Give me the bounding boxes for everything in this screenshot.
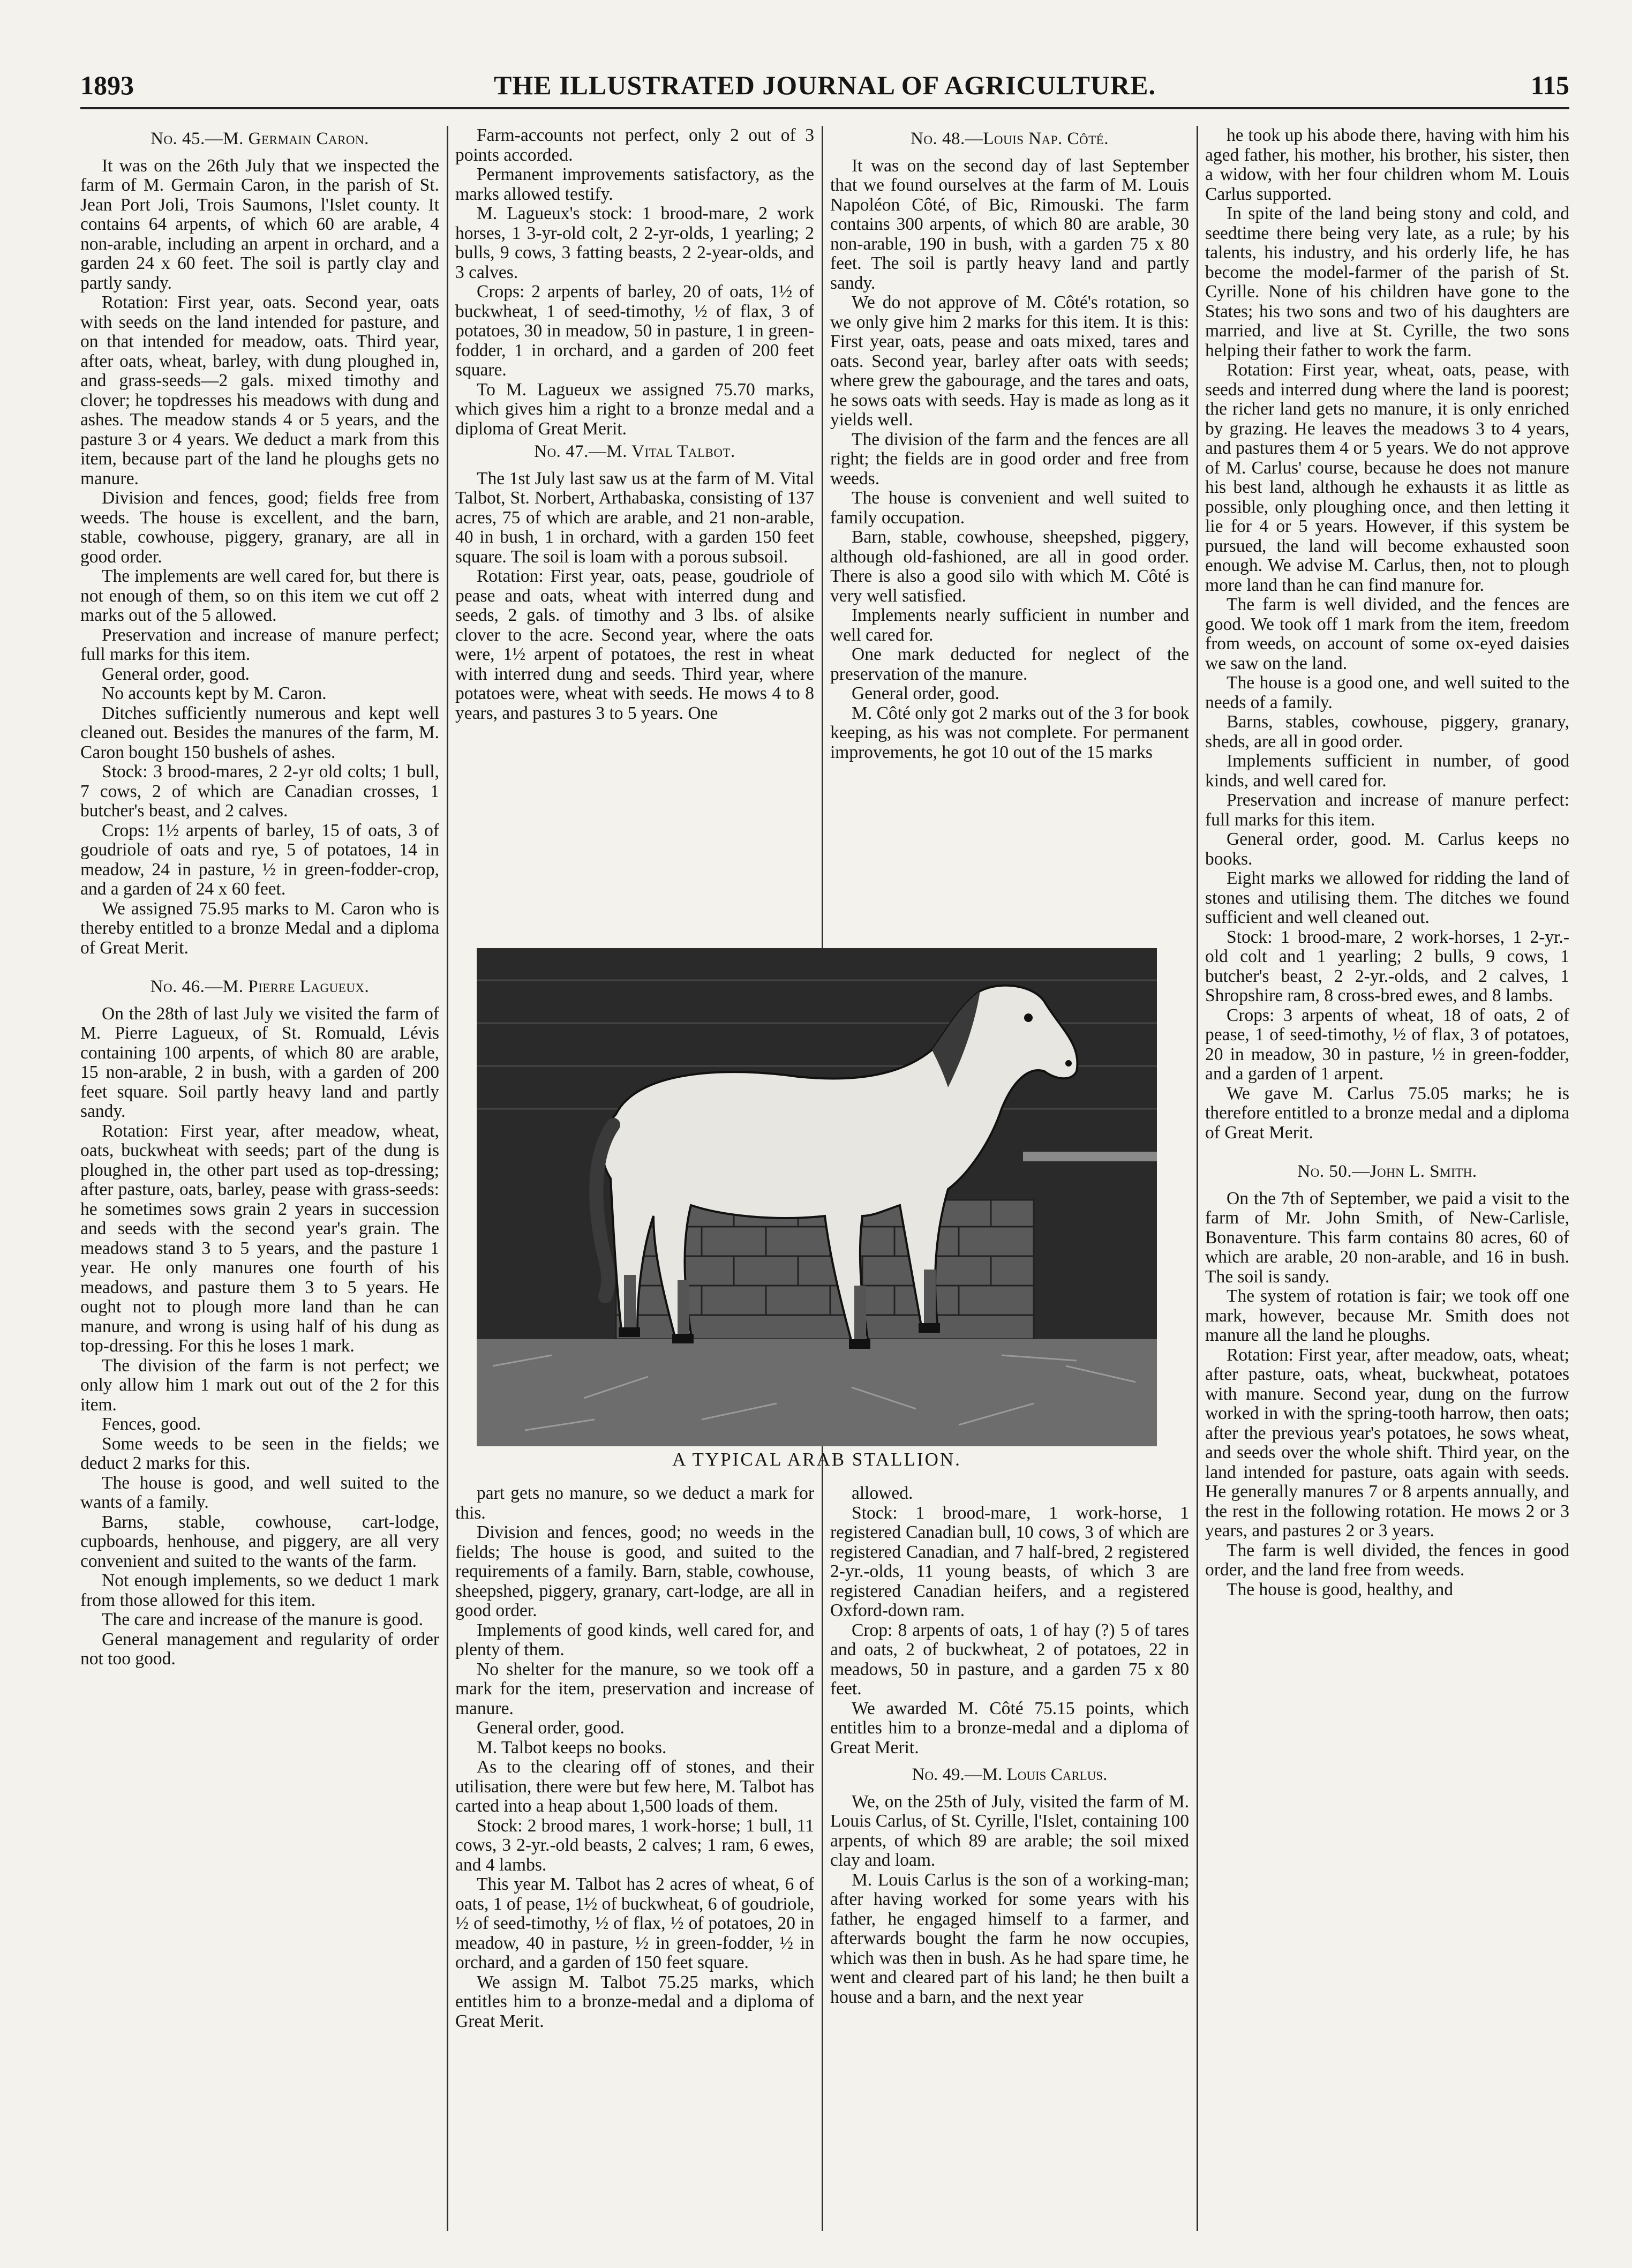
paragraph: We do not approve of M. Côté's rotation, so we only give him 2 marks for this item. It is this: First year, oats, pease and oats mixed, tares and oats. Second year, barley after oats with seeds; where grew the gabourage, and the tares and oats, he sows oats with seeds. Hay is made as long as it yields well. bbox=[830, 292, 1189, 430]
paragraph: The house is a good one, and well suited to the needs of a family. bbox=[1205, 673, 1569, 712]
paragraph: Eight marks we allowed for ridding the land of stones and utilising them. The ditches we found sufficient and well cleaned out. bbox=[1205, 868, 1569, 927]
article-heading: No. 45.—M. Germain Caron. bbox=[151, 129, 369, 148]
paragraph: It was on the 26th July that we inspected the farm of M. Germain Caron, in the parish of St. Jean Port Joli, Trois Saumons, l'Islet county. It contains 64 arpents, of which 60 are arable, 4 non-arable, including an arpent in orchard, and a garden 24 x 60 feet. The soil is partly clay and partly sandy. bbox=[80, 155, 439, 293]
paragraph: Crops: 2 arpents of barley, 20 of oats, 1½ of buckwheat, 1 of seed-timothy, ½ of flax, 3 of potatoes, 30 in meadow, 50 in pasture, 1 in green-fodder, 1 in orchard, and a garden of 200 feet square. bbox=[455, 282, 814, 380]
paragraph: General order, good. bbox=[477, 1718, 625, 1738]
paragraph: M. Talbot keeps no books. bbox=[477, 1737, 667, 1758]
column-2 bbox=[455, 126, 814, 940]
article-heading: No. 50.—John L. Smith. bbox=[1297, 1162, 1477, 1181]
paragraph: M. Côté only got 2 marks out of the 3 for book keeping, as his was not complete. For permanent improvements, he got 10 out of the 15 marks bbox=[830, 703, 1189, 762]
paragraph: part gets no manure, so we deduct a mark for this. bbox=[455, 1484, 814, 1523]
article-body bbox=[455, 1484, 814, 2031]
paragraph: The 1st July last saw us at the farm of M. Vital Talbot, St. Norbert, Arthabaska, consisting of 137 acres, 75 of which are arable, and 21 non-arable, 40 in bush, 1 in orchard, with a garden 150 feet square. The soil is loam with a porous subsoil. bbox=[455, 468, 814, 567]
paragraph: Barns, stables, cowhouse, piggery, granary, sheds, are all in good order. bbox=[1205, 712, 1569, 752]
paragraph: Preservation and increase of manure perfect: full marks for this item. bbox=[1205, 790, 1569, 830]
page-number: 115 bbox=[1530, 70, 1569, 100]
paragraph: Barns, stable, cowhouse, cart-lodge, cupboards, henhouse, and piggery, are all very convenient and suited to the wants of the farm. bbox=[80, 1512, 439, 1571]
column-1 bbox=[80, 126, 439, 2231]
paragraph: allowed. bbox=[852, 1484, 913, 1503]
article-body bbox=[830, 1792, 1189, 2008]
paragraph: General management and regularity of order not too good. bbox=[80, 1629, 439, 1669]
column-3-continued bbox=[830, 1484, 1189, 2234]
paragraph: Some weeds to be seen in the fields; we deduct 2 marks for this. bbox=[80, 1433, 439, 1473]
column-rule bbox=[447, 126, 448, 2231]
paragraph: Barn, stable, cowhouse, sheepshed, piggery, although old-fashioned, are all in good order. There is also a good silo with which M. Côté is very well satisfied. bbox=[830, 527, 1189, 606]
article-body bbox=[1205, 126, 1569, 1143]
paragraph: Fences, good. bbox=[102, 1414, 201, 1434]
journal-title: THE ILLUSTRATED JOURNAL OF AGRICULTURE. bbox=[493, 70, 1156, 100]
paragraph: he took up his abode there, having with him his aged father, his mother, his brother, his sister, then a widow, with her four children whom M. Louis Carlus supported. bbox=[1205, 126, 1569, 204]
paragraph: We assigned 75.95 marks to M. Caron who is thereby entitled to a bronze Medal and a diploma of Great Merit. bbox=[80, 898, 439, 958]
article-body bbox=[80, 1004, 439, 1669]
paragraph: No shelter for the manure, so we took off a mark for the item, preservation and increase of manure. bbox=[455, 1659, 814, 1718]
stallion-illustration bbox=[477, 948, 1157, 1476]
paragraph: Rotation: First year, oats. Second year, oats with seeds on the land intended for pasture, and on that intended for meadow, oats. Third year, after oats, wheat, barley, with dung ploughed in, and grass-seeds—2 gals. mixed timothy and clover; he topdresses his meadows with dung and ashes. The meadow stands 4 or 5 years, and the pasture 3 or 4 years. We deduct a mark from this item, because part of the land he ploughs gets no manure. bbox=[80, 292, 439, 489]
paragraph: Rotation: First year, after meadow, wheat, oats, buckwheat with seeds; part of the dung is ploughed in, the other part used as top-dressing; after pasture, oats, barley, pease with grass-seeds: he sometimes sows grain 2 years in succession and seeds with the second year's grain. The meadows stand 3 to 5 years, and the pasture 1 year. He only manures one fourth of his meadows, and pasture them 3 to 5 years. He ought not to plough more land than he can manure, and wrong is using half of his dung as top-dressing. For this he loses 1 mark. bbox=[80, 1121, 439, 1356]
paragraph: Rotation: First year, after meadow, oats, wheat; after pasture, oats, wheat, buckwheat, potatoes with manure. Second year, dung on the furrow worked in with the spring-tooth harrow, then oats; after the previous year's potatoes, he sows wheat, and seeds over the whole shift. Third year, on the land intended for pasture, oats again with seeds. He generally manures 7 or 8 arpents annually, and the rest in the following rotation. He mows 2 or 3 years, and pastures 2 or 3 years. bbox=[1205, 1345, 1569, 1541]
article-heading: No. 47.—M. Vital Talbot. bbox=[534, 442, 735, 461]
header-year: 1893 bbox=[80, 70, 134, 100]
column-2-continued bbox=[455, 1484, 814, 2234]
paragraph: This year M. Talbot has 2 acres of wheat, 6 of oats, 1 of pease, 1½ of buckwheat, 6 of goudriole, ½ of seed-timothy, ½ of flax, ½ of potatoes, 20 in meadow, 40 in pasture, ½ in green-fodder, ½ in orchard, and a garden of 150 feet square. bbox=[455, 1874, 814, 1972]
paragraph: The house is good, healthy, and bbox=[1227, 1579, 1454, 1599]
page-header bbox=[80, 70, 1569, 109]
paragraph: Stock: 1 brood-mare, 2 work-horses, 1 2-yr.-old colt and 1 yearling; 2 bulls, 9 cows, 1 butcher's beast, 2 2-yr.-olds, and 2 calves, 1 Shropshire ram, 8 cross-bred ewes, and 8 lambs. bbox=[1205, 927, 1569, 1005]
paragraph: Ditches sufficiently numerous and kept well cleaned out. Besides the manures of the farm, M. Caron bought 150 bushels of ashes. bbox=[80, 703, 439, 762]
paragraph: As to the clearing off of stones, and their utilisation, there were but few here, M. Talbot has carted into a heap about 1,500 loads of them. bbox=[455, 1757, 814, 1816]
paragraph: On the 7th of September, we paid a visit to the farm of Mr. John Smith, of New-Carlisle, Bonaventure. This farm contains 80 acres, 60 of which are arable, 20 non-arable, and 16 in bush. The soil is sandy. bbox=[1205, 1188, 1569, 1287]
column-rule bbox=[1197, 126, 1198, 2231]
paragraph: Implements nearly sufficient in number and well cared for. bbox=[830, 605, 1189, 645]
paragraph: Rotation: First year, oats, pease, goudriole of pease and oats, wheat with interred dung and seeds, 2 gals. of timothy and 3 lbs. of alsike clover to the acre. Second year, where the oats were, 1½ arpent of potatoes, the rest in wheat with interred dung and seeds. Third year, where potatoes were, wheat with seeds. He mows 4 to 8 years, and pastures 3 to 5 years. One bbox=[455, 566, 814, 723]
paragraph: Preservation and increase of manure perfect; full marks for this item. bbox=[80, 625, 439, 664]
figure-caption: A TYPICAL ARAB STALLION. bbox=[672, 1449, 961, 1470]
paragraph: Division and fences, good; no weeds in the fields; The house is good, and suited to the requirements of a family. Barn, stable, cowhouse, sheepshed, piggery, granary, cart-lodge, are all in good order. bbox=[455, 1522, 814, 1620]
paragraph: Farm-accounts not perfect, only 2 out of 3 points accorded. bbox=[455, 126, 814, 165]
paragraph: M. Louis Carlus is the son of a working-man; after having worked for some years with his father, he engaged himself to a farmer, and afterwards bought the farm he now occupies, which was then in bush. As he had spare time, he went and cleared part of his land; he then built a house and a barn, and the next year bbox=[830, 1869, 1189, 2007]
paragraph: The system of rotation is fair; we took off one mark, however, because Mr. Smith does not manure all the land he ploughs. bbox=[1205, 1286, 1569, 1345]
paragraph: The division of the farm is not perfect; we only allow him 1 mark out out of the 2 for this item. bbox=[80, 1355, 439, 1415]
article-heading: No. 48.—Louis Nap. Côté. bbox=[911, 129, 1109, 148]
article-heading: No. 46.—M. Pierre Lagueux. bbox=[150, 977, 370, 996]
paragraph: Not enough implements, so we deduct 1 mark from those allowed for this item. bbox=[80, 1571, 439, 1610]
paragraph: Crops: 1½ arpents of barley, 15 of oats, 3 of goudriole of oats and rye, 5 of potatoes, 14 in meadow, 24 in pasture, ½ in green-fodder-crop, and a garden of 24 x 60 feet. bbox=[80, 820, 439, 899]
paragraph: The house is convenient and well suited to family occupation. bbox=[830, 488, 1189, 528]
paragraph: No accounts kept by M. Caron. bbox=[102, 684, 327, 703]
paragraph: Permanent improvements satisfactory, as the marks allowed testify. bbox=[455, 164, 814, 204]
article-body bbox=[830, 1484, 1189, 1758]
horse-engraving bbox=[477, 948, 1157, 1446]
paragraph: It was on the second day of last September that we found ourselves at the farm of M. Louis Napoléon Côté, of Bic, Rimouski. The farm contains 300 arpents, of which 80 are arable, 30 non-arable, 190 in bush, with a garden 75 x 80 feet. The soil is partly heavy land and partly sandy. bbox=[830, 155, 1189, 293]
article-body bbox=[80, 156, 439, 958]
paragraph: Stock: 1 brood-mare, 1 work-horse, 1 registered Canadian bull, 10 cows, 3 of which are registered Canadian, and 7 half-bred, 2 registered 2-yr.-olds, 11 young beasts, of which 3 are registered Canadian heifers, and a registered Oxford-down ram. bbox=[830, 1503, 1189, 1620]
paragraph: The implements are well cared for, but there is not enough of them, so on this item we cut off 2 marks out of the 5 allowed. bbox=[80, 566, 439, 625]
paragraph: We gave M. Carlus 75.05 marks; he is therefore entitled to a bronze medal and a diploma of Great Merit. bbox=[1205, 1083, 1569, 1143]
paragraph: In spite of the land being stony and cold, and seedtime there being very late, as a rule; by his talents, his industry, and his orderly life, he has become the model-farmer of the parish of St. Cyrille. None of his children have gone to the States; his two sons and two of his daughters are married, and live at St. Cyrille, the two sons helping their father to work the farm. bbox=[1205, 204, 1569, 361]
paragraph: M. Lagueux's stock: 1 brood-mare, 2 work horses, 1 3-yr-old colt, 2 2-yr-olds, 1 yearling; 2 bulls, 9 cows, 3 fatting beasts, 2 2-year-olds, and 3 calves. bbox=[455, 204, 814, 282]
paragraph: Implements sufficient in number, of good kinds, and well cared for. bbox=[1205, 751, 1569, 791]
article-body bbox=[1205, 1189, 1569, 1600]
paragraph: General order, good. bbox=[102, 664, 250, 684]
paragraph: The division of the farm and the fences are all right; the fields are in good order and free from weeds. bbox=[830, 429, 1189, 489]
column-3 bbox=[830, 126, 1189, 940]
paragraph: General order, good. M. Carlus keeps no books. bbox=[1205, 829, 1569, 869]
paragraph: On the 28th of last July we visited the farm of M. Pierre Lagueux, of St. Romuald, Lévis containing 100 arpents, of which 80 are arable, 15 non-arable, 2 in bush, with a garden of 200 feet square. Soil partly heavy land and partly sandy. bbox=[80, 1003, 439, 1121]
paragraph: The house is good, and well suited to the wants of a family. bbox=[80, 1473, 439, 1512]
paragraph: One mark deducted for neglect of the preservation of the manure. bbox=[830, 644, 1189, 684]
column-4 bbox=[1205, 126, 1569, 2231]
paragraph: Division and fences, good; fields free from weeds. The house is excellent, and the barn, stable, cowhouse, piggery, granary, are all in good order. bbox=[80, 488, 439, 567]
paragraph: Crops: 3 arpents of wheat, 18 of oats, 2 of pease, 1 of seed-timothy, ½ of flax, 3 of potatoes, 20 in meadow, 30 in pasture, ½ in green-fodder, and a garden of 1 arpent. bbox=[1205, 1005, 1569, 1084]
paragraph: The farm is well divided, the fences in good order, and the land free from weeds. bbox=[1205, 1540, 1569, 1580]
article-body bbox=[830, 156, 1189, 763]
paragraph: Implements of good kinds, well cared for, and plenty of them. bbox=[455, 1620, 814, 1659]
paragraph: Rotation: First year, wheat, oats, pease, with seeds and interred dung where the land is poorest; the richer land gets no manure, it is only enriched by grazing. He leaves the meadows 3 to 4 years, and pastures them 4 or 5 years. We do not approve of M. Carlus' course, because he does not manure his best land, although he exhausts it as little as possible, only ploughing once, and then letting it lie for 4 or 5 years. However, if this system be pursued, the land will become exhausted soon enough. We advise M. Carlus, then, not to plough more land than he can find manure for. bbox=[1205, 360, 1569, 595]
paragraph: We awarded M. Côté 75.15 points, which entitles him to a bronze-medal and a diploma of Great Merit. bbox=[830, 1698, 1189, 1758]
paragraph: To M. Lagueux we assigned 75.70 marks, which gives him a right to a bronze medal and a diploma of Great Merit. bbox=[455, 379, 814, 439]
paragraph: The care and increase of the manure is good. bbox=[102, 1610, 423, 1629]
article-heading: No. 49.—M. Louis Carlus. bbox=[912, 1765, 1108, 1784]
paragraph: We assign M. Talbot 75.25 marks, which entitles him to a bronze-medal and a diploma of Great Merit. bbox=[455, 1972, 814, 2031]
paragraph: Stock: 2 brood mares, 1 work-horse; 1 bull, 11 cows, 3 2-yr.-old beasts, 2 calves; 1 ram, 6 ewes, and 4 lambs. bbox=[455, 1815, 814, 1875]
article-body bbox=[455, 126, 814, 439]
article-body bbox=[455, 469, 814, 724]
paragraph: The farm is well divided, and the fences are good. We took off 1 mark from the item, freedom from weeds, on account of some ox-eyed daisies we saw on the land. bbox=[1205, 595, 1569, 673]
paragraph: We, on the 25th of July, visited the farm of M. Louis Carlus, of St. Cyrille, l'Islet, containing 100 arpents, of which 89 are arable; the soil mixed clay and loam. bbox=[830, 1791, 1189, 1870]
paragraph: Stock: 3 brood-mares, 2 2-yr old colts; 1 bull, 7 cows, 2 of which are Canadian crosses, 1 butcher's beast, and 2 calves. bbox=[80, 762, 439, 821]
paragraph: Crop: 8 arpents of oats, 1 of hay (?) 5 of tares and oats, 2 of buckwheat, 2 of potatoes, 22 in meadows, 50 in pasture, and a garden 75 x 80 feet. bbox=[830, 1620, 1189, 1699]
paragraph: General order, good. bbox=[852, 684, 999, 703]
